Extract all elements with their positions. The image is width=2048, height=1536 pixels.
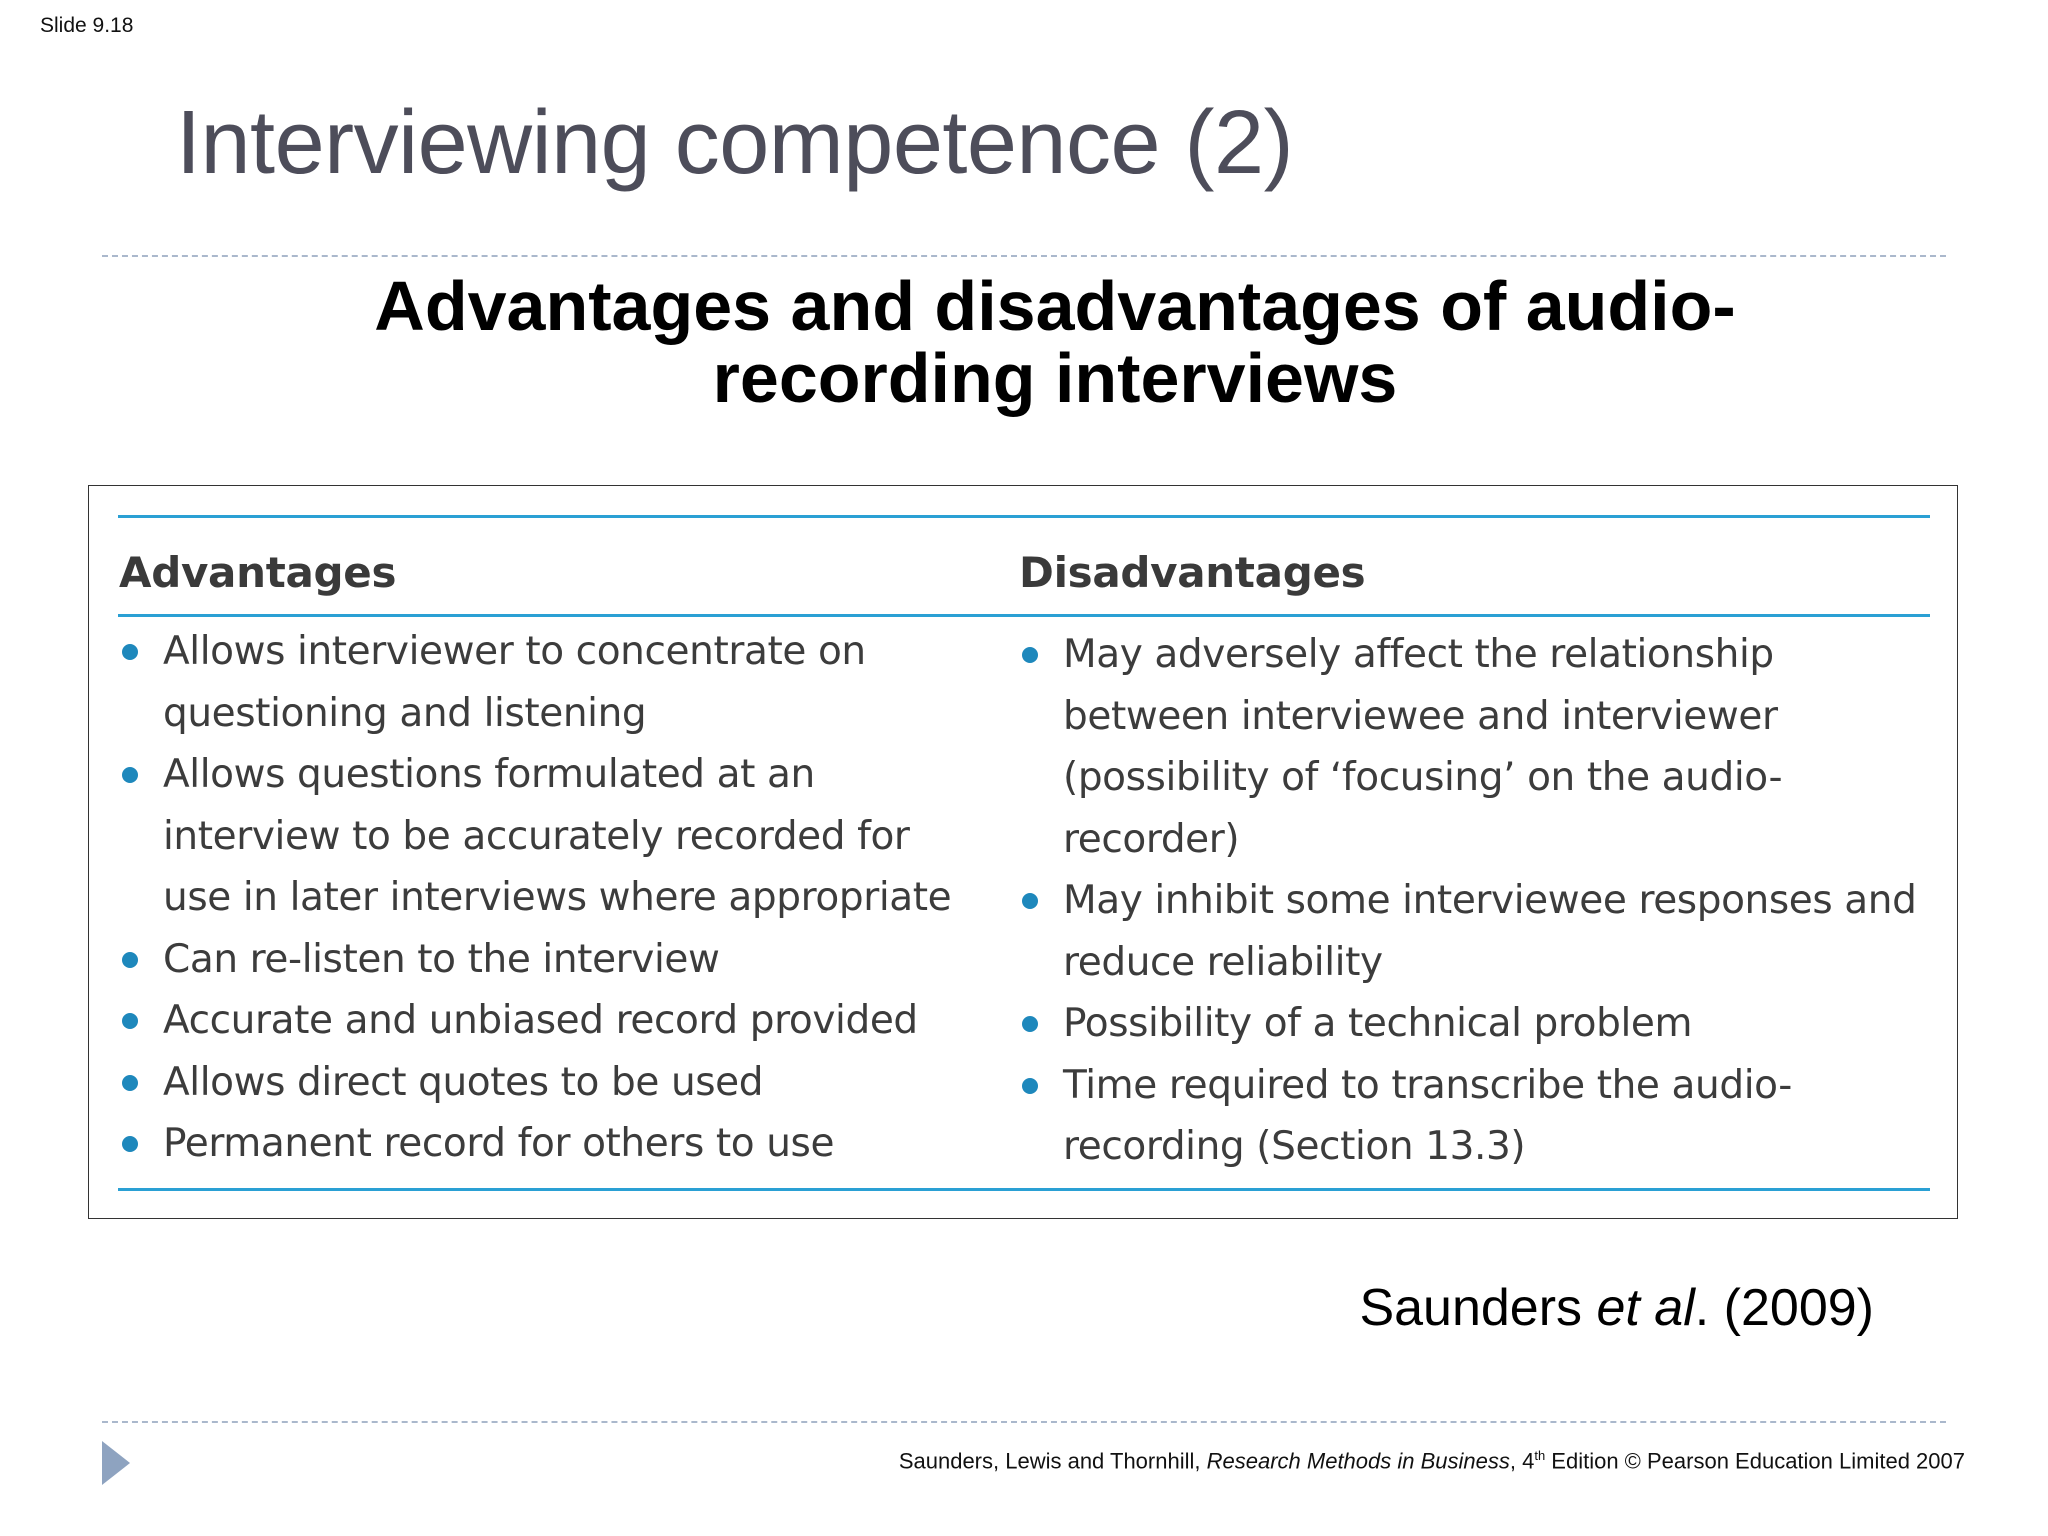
slide-title: Interviewing competence (2) xyxy=(176,93,1294,193)
advantages-list xyxy=(119,621,989,1175)
list-item: May adversely affect the relationship between interviewee and interviewer (possibility of ‘focusing’ on the audio- recorder) xyxy=(1019,624,1919,870)
table-caption-line-1: Advantages and disadvantages of audio- xyxy=(374,267,1736,345)
list-item: Accurate and unbiased record provided xyxy=(119,990,989,1052)
bullet-dot xyxy=(122,1075,138,1091)
table-top-rule xyxy=(118,515,1930,518)
comparison-table xyxy=(88,485,1958,1219)
disadvantages-list xyxy=(1019,624,1919,1178)
play-arrow-icon xyxy=(102,1441,130,1485)
bullet-dot xyxy=(1022,1078,1038,1094)
bullet-dot xyxy=(122,767,138,783)
copyright-footer: Saunders, Lewis and Thornhill, Research Methods in Business, 4th Edition © Pearson Education Limited 2007 xyxy=(898,1448,1965,1474)
bottom-divider xyxy=(102,1421,1946,1423)
list-item: Allows questions formulated at an interview to be accurately recorded for use in later interviews where appropriate xyxy=(119,744,989,929)
list-item: Allows direct quotes to be used xyxy=(119,1052,989,1114)
list-item: Possibility of a technical problem xyxy=(1019,993,1919,1055)
bullet-dot xyxy=(1022,647,1038,663)
table-header-rule xyxy=(118,614,1930,617)
bullet-dot xyxy=(1022,1016,1038,1032)
bullet-dot xyxy=(122,952,138,968)
table-caption xyxy=(180,267,1930,417)
bullet-dot xyxy=(122,1136,138,1152)
top-divider xyxy=(102,255,1946,257)
bullet-dot xyxy=(122,644,138,660)
list-item: Time required to transcribe the audio- recording (Section 13.3) xyxy=(1019,1055,1919,1178)
bullet-dot xyxy=(122,1013,138,1029)
disadvantages-header: Disadvantages xyxy=(1019,548,1366,597)
bullet-dot xyxy=(1022,893,1038,909)
list-item: Permanent record for others to use xyxy=(119,1113,989,1175)
list-item: Allows interviewer to concentrate on questioning and listening xyxy=(119,621,989,744)
advantages-header: Advantages xyxy=(119,548,397,597)
table-bottom-rule xyxy=(118,1188,1930,1191)
table-caption-line-2: recording interviews xyxy=(712,339,1398,417)
list-item: Can re-listen to the interview xyxy=(119,929,989,991)
list-item: May inhibit some interviewee responses and reduce reliability xyxy=(1019,870,1919,993)
slide-number: Slide 9.18 xyxy=(40,14,134,37)
citation: Saunders et al. (2009) xyxy=(1359,1279,1874,1337)
